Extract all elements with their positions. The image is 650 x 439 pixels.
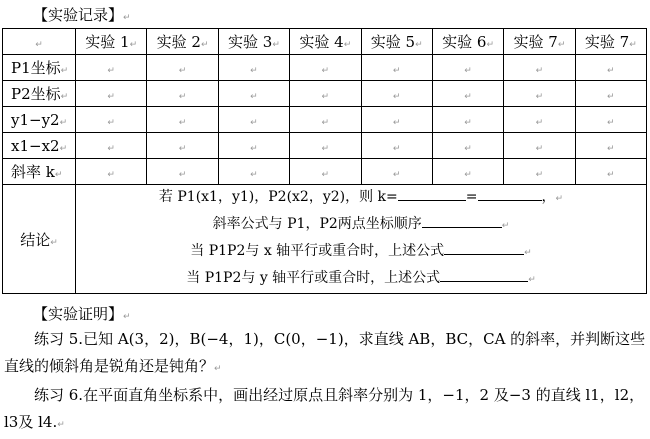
data-cell[interactable]: ↵	[504, 107, 575, 133]
experiment-record-table	[2, 28, 647, 294]
data-cell[interactable]: ↵	[575, 55, 646, 81]
row-label: P2坐标↵	[3, 81, 76, 107]
conclusion-line-3: 当 P1P2与 x 轴平行或重合时，上述公式 ↵	[76, 239, 646, 266]
exercise-6: 练习 6.在平面直角坐标系中，画出经过原点且斜率分别为 1，−1，2 及−3 的直线 l1，l2，l3及 l4.↵	[4, 386, 645, 431]
data-cell[interactable]: ↵	[290, 159, 361, 185]
table-row	[3, 81, 647, 107]
data-cell[interactable]: ↵	[76, 159, 147, 185]
data-cell[interactable]: ↵	[575, 159, 646, 185]
data-cell[interactable]: ↵	[361, 133, 432, 159]
conclusion-content	[76, 185, 647, 294]
data-cell[interactable]: ↵	[76, 81, 147, 107]
data-cell[interactable]: ↵	[76, 55, 147, 81]
answer-blank[interactable]	[444, 240, 524, 255]
data-cell[interactable]: ↵	[147, 159, 218, 185]
data-cell[interactable]: ↵	[432, 107, 503, 133]
data-cell[interactable]: ↵	[575, 133, 646, 159]
table-row	[3, 107, 647, 133]
corner-cell: ↵	[3, 29, 76, 55]
column-header: 实验 1↵	[76, 29, 147, 55]
data-cell[interactable]: ↵	[76, 133, 147, 159]
column-header: 实验 3↵	[218, 29, 289, 55]
data-cell[interactable]: ↵	[504, 133, 575, 159]
data-cell[interactable]: ↵	[218, 107, 289, 133]
data-cell[interactable]: ↵	[432, 55, 503, 81]
conclusion-line-1: 若 P1(x1，y1)，P2(x2，y2)，则 k= = ，↵	[76, 185, 646, 212]
data-cell[interactable]: ↵	[575, 107, 646, 133]
data-cell[interactable]: ↵	[147, 81, 218, 107]
conclusion-label: 结论↵	[3, 185, 76, 294]
table-row	[3, 133, 647, 159]
answer-blank[interactable]	[440, 267, 528, 282]
table-row	[3, 159, 647, 185]
conclusion-row	[3, 185, 647, 294]
data-cell[interactable]: ↵	[147, 133, 218, 159]
conclusion-line-2: 斜率公式与 P1，P2两点坐标顺序 ↵	[76, 212, 646, 239]
data-cell[interactable]: ↵	[504, 159, 575, 185]
data-cell[interactable]: ↵	[432, 81, 503, 107]
data-cell[interactable]: ↵	[575, 81, 646, 107]
column-header: 实验 4↵	[290, 29, 361, 55]
table-header-row	[3, 29, 647, 55]
answer-blank[interactable]	[478, 186, 542, 201]
exercise-5: 练习 5.已知 A(3，2)，B(−4，1)，C(0，−1)，求直线 AB，BC，CA 的斜率，并判断这些直线的倾斜角是锐角还是钝角？↵	[4, 330, 646, 375]
data-cell[interactable]: ↵	[218, 133, 289, 159]
column-header: 实验 7↵	[575, 29, 646, 55]
data-cell[interactable]: ↵	[432, 159, 503, 185]
data-cell[interactable]: ↵	[218, 55, 289, 81]
data-cell[interactable]: ↵	[218, 81, 289, 107]
column-header: 实验 5↵	[361, 29, 432, 55]
data-cell[interactable]: ↵	[504, 81, 575, 107]
data-cell[interactable]: ↵	[147, 107, 218, 133]
data-cell[interactable]: ↵	[147, 55, 218, 81]
data-cell[interactable]: ↵	[504, 55, 575, 81]
data-cell[interactable]: ↵	[290, 133, 361, 159]
answer-blank[interactable]	[398, 186, 466, 201]
data-cell[interactable]: ↵	[218, 159, 289, 185]
column-header: 实验 6↵	[432, 29, 503, 55]
data-cell[interactable]: ↵	[361, 81, 432, 107]
data-cell[interactable]: ↵	[432, 133, 503, 159]
experiment-proof-header: 【实验证明】↵	[33, 305, 131, 323]
data-cell[interactable]: ↵	[290, 81, 361, 107]
data-cell[interactable]: ↵	[361, 159, 432, 185]
data-cell[interactable]: ↵	[361, 107, 432, 133]
column-header: 实验 7↵	[504, 29, 575, 55]
table-row	[3, 55, 647, 81]
data-cell[interactable]: ↵	[76, 107, 147, 133]
conclusion-line-4: 当 P1P2与 y 轴平行或重合时，上述公式 ↵	[76, 266, 646, 293]
row-label: P1坐标↵	[3, 55, 76, 81]
row-label: x1−x2↵	[3, 133, 76, 159]
data-cell[interactable]: ↵	[290, 55, 361, 81]
experiment-record-header: 【实验记录】↵	[33, 6, 131, 24]
answer-blank[interactable]	[422, 213, 502, 228]
row-label: y1−y2↵	[3, 107, 76, 133]
row-label: 斜率 k↵	[3, 159, 76, 185]
data-cell[interactable]: ↵	[290, 107, 361, 133]
data-cell[interactable]: ↵	[361, 55, 432, 81]
column-header: 实验 2↵	[147, 29, 218, 55]
